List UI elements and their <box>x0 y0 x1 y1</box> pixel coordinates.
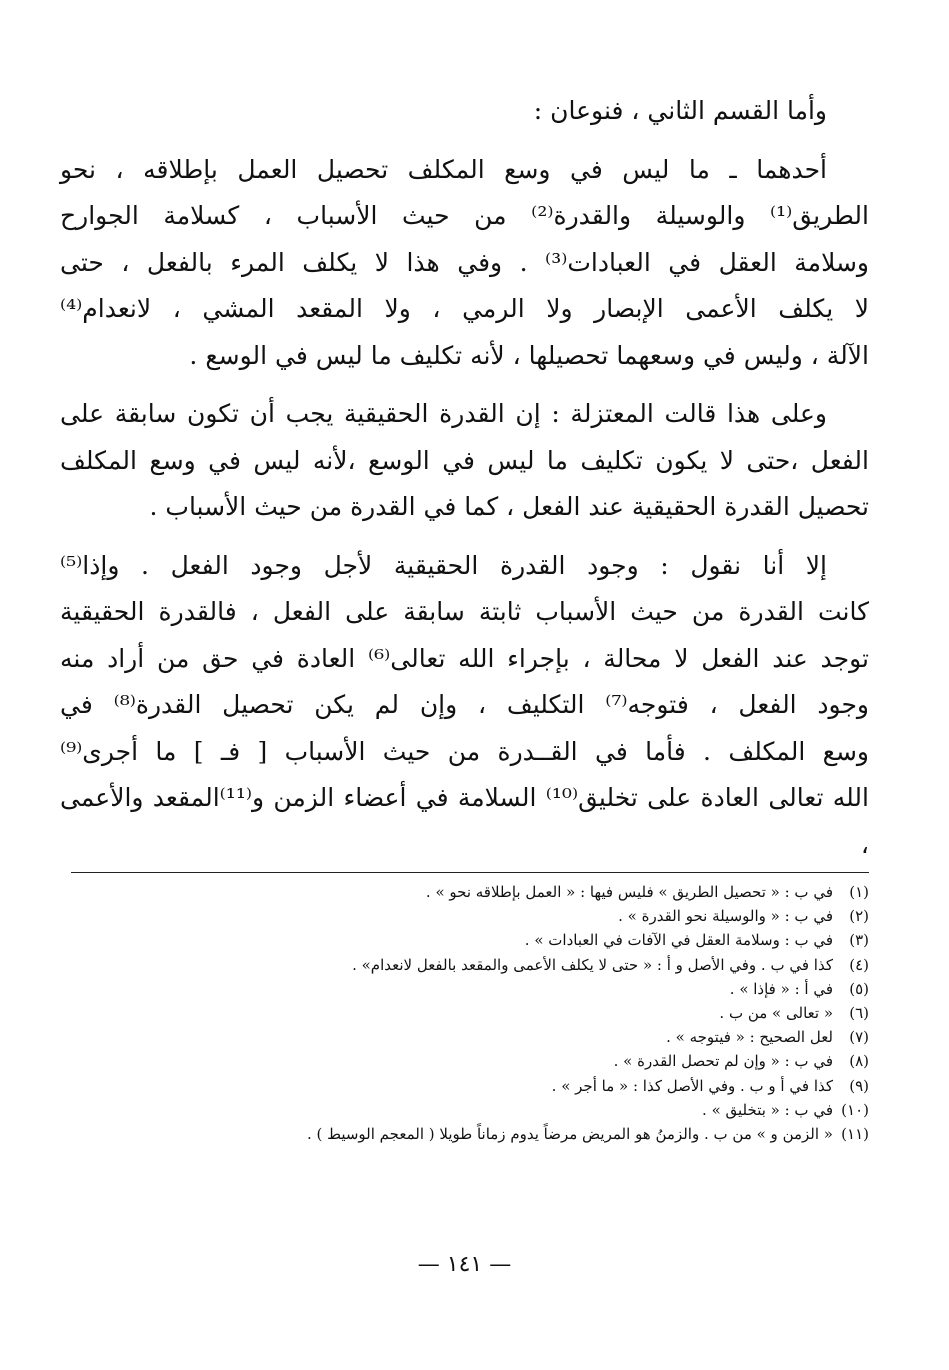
text-line: الطريق⁽¹⁾ والوسيلة والقدرة⁽²⁾ من حيث الأسباب ، كسلامة الجوارح <box>60 201 869 230</box>
footnote-text: في ب : وسلامة العقل في الآفات في العبادات » . <box>524 931 833 950</box>
footnote-number: (٣) <box>849 931 869 950</box>
book-page <box>60 0 869 1370</box>
footnote <box>60 880 869 904</box>
footnote <box>60 1049 869 1073</box>
footnote <box>60 904 869 928</box>
footnote-number: (٧) <box>849 1028 869 1047</box>
footnote-number: (٦) <box>849 1004 869 1023</box>
footnote-separator <box>71 872 869 873</box>
text-line: لا يكلف الأعمى الإبصار ولا الرمي ، ولا المقعد المشي ، لانعدام⁽⁴⁾ <box>60 294 869 323</box>
footnote-number: (٤) <box>849 955 869 974</box>
footnote-number: (٨) <box>849 1052 869 1071</box>
footnote-text: في ب : « وإن لم تحصل القدرة » . <box>613 1052 833 1071</box>
footnote-number: (٢) <box>849 907 869 926</box>
text-line: وجود الفعل ، فتوجه⁽⁷⁾ التكليف ، وإن لم يكن تحصيل القدرة⁽⁸⁾ في <box>60 690 869 719</box>
text-line: الآلة ، وليس في وسعهما تحصيلها ، لأنه تكليف ما ليس في الوسع . <box>189 340 869 370</box>
page-number: — ١٤١ — <box>417 1252 512 1277</box>
footnote-text: كذا في ب . وفي الأصل و أ : « حتى لا يكلف الأعمى والمقعد بالفعل لانعدام» . <box>352 955 833 974</box>
text-line: الفعل ،حتى لا يكون تكليف ما ليس في الوسع ،لأنه ليس في وسع المكلف <box>60 445 869 475</box>
main-text <box>60 88 869 868</box>
footnotes-list <box>60 880 869 1146</box>
footnote-text: « الزمن و » من ب . والزمنُ هو المريض مرضاً يدوم زماناً طويلا ( المعجم الوسيط ) . <box>306 1125 833 1144</box>
footnote-number: (٩) <box>849 1076 869 1095</box>
footnote <box>60 1074 869 1098</box>
paragraph-2 <box>60 147 869 380</box>
text-line: كانت القدرة من حيث الأسباب ثابتة سابقة على الفعل ، فالقدرة الحقيقية <box>60 597 869 626</box>
text-line: وسع المكلف . فأما في القــدرة من حيث الأسباب [ فـ ] ما أجرى⁽⁹⁾ <box>60 736 869 766</box>
paragraph-1 <box>60 88 869 135</box>
footnote-number: (١١) <box>841 1125 869 1144</box>
footnote <box>60 953 869 977</box>
text-line: وعلى هذا قالت المعتزلة : إن القدرة الحقيقية يجب أن تكون سابقة على <box>60 399 827 428</box>
text-line: الله تعالى العادة على تخليق⁽¹⁰⁾ السلامة في أعضاء الزمن و⁽¹¹⁾المقعد والأعمى ، <box>60 783 869 859</box>
text-line: أحدهما ـ ما ليس في وسع المكلف تحصيل العمل بإطلاقه ، نحو <box>60 154 827 184</box>
text-line: إلا أنا نقول : وجود القدرة الحقيقية لأجل وجود الفعل . وإذا⁽⁵⁾ <box>60 550 827 580</box>
footnote-text: في ب : « والوسيلة نحو القدرة » . <box>618 907 833 926</box>
footnote <box>60 928 869 952</box>
footnote <box>60 1122 869 1146</box>
footnote-number: (١) <box>849 883 869 901</box>
footnote-text: « تعالى » من ب . <box>719 1004 833 1023</box>
footnote-number: (١٠) <box>841 1100 869 1119</box>
footnote-text: لعل الصحيح : « فيتوجه » . <box>666 1028 833 1047</box>
text-line: وأما القسم الثاني ، فنوعان : <box>533 96 827 125</box>
text-line: تحصيل القدرة الحقيقية عند الفعل ، كما في القدرة من حيث الأسباب . <box>149 492 869 521</box>
text-line: وسلامة العقل في العبادات⁽³⁾ . وفي هذا لا يكلف المرء بالفعل ، حتى <box>60 247 869 277</box>
paragraph-3 <box>60 391 869 531</box>
footnote-text: في ب : « تحصيل الطريق » فليس فيها : « العمل بإطلاقه نحو » . <box>425 883 833 901</box>
footnote <box>60 1025 869 1049</box>
footnote-text: في أ : « فإذا » . <box>729 979 833 998</box>
footnote-number: (٥) <box>849 979 869 998</box>
footnote <box>60 1001 869 1025</box>
footnote <box>60 1098 869 1122</box>
text-line: توجد عند الفعل لا محالة ، بإجراء الله تعالى⁽⁶⁾ العادة في حق من أراد منه <box>60 643 869 673</box>
footnote-text: في ب : « بتخليق » . <box>702 1100 833 1119</box>
footnote-text: كذا في أ و ب . وفي الأصل كذا : « ما أجر » . <box>551 1076 833 1095</box>
paragraph-4 <box>60 543 869 869</box>
footnote <box>60 977 869 1001</box>
